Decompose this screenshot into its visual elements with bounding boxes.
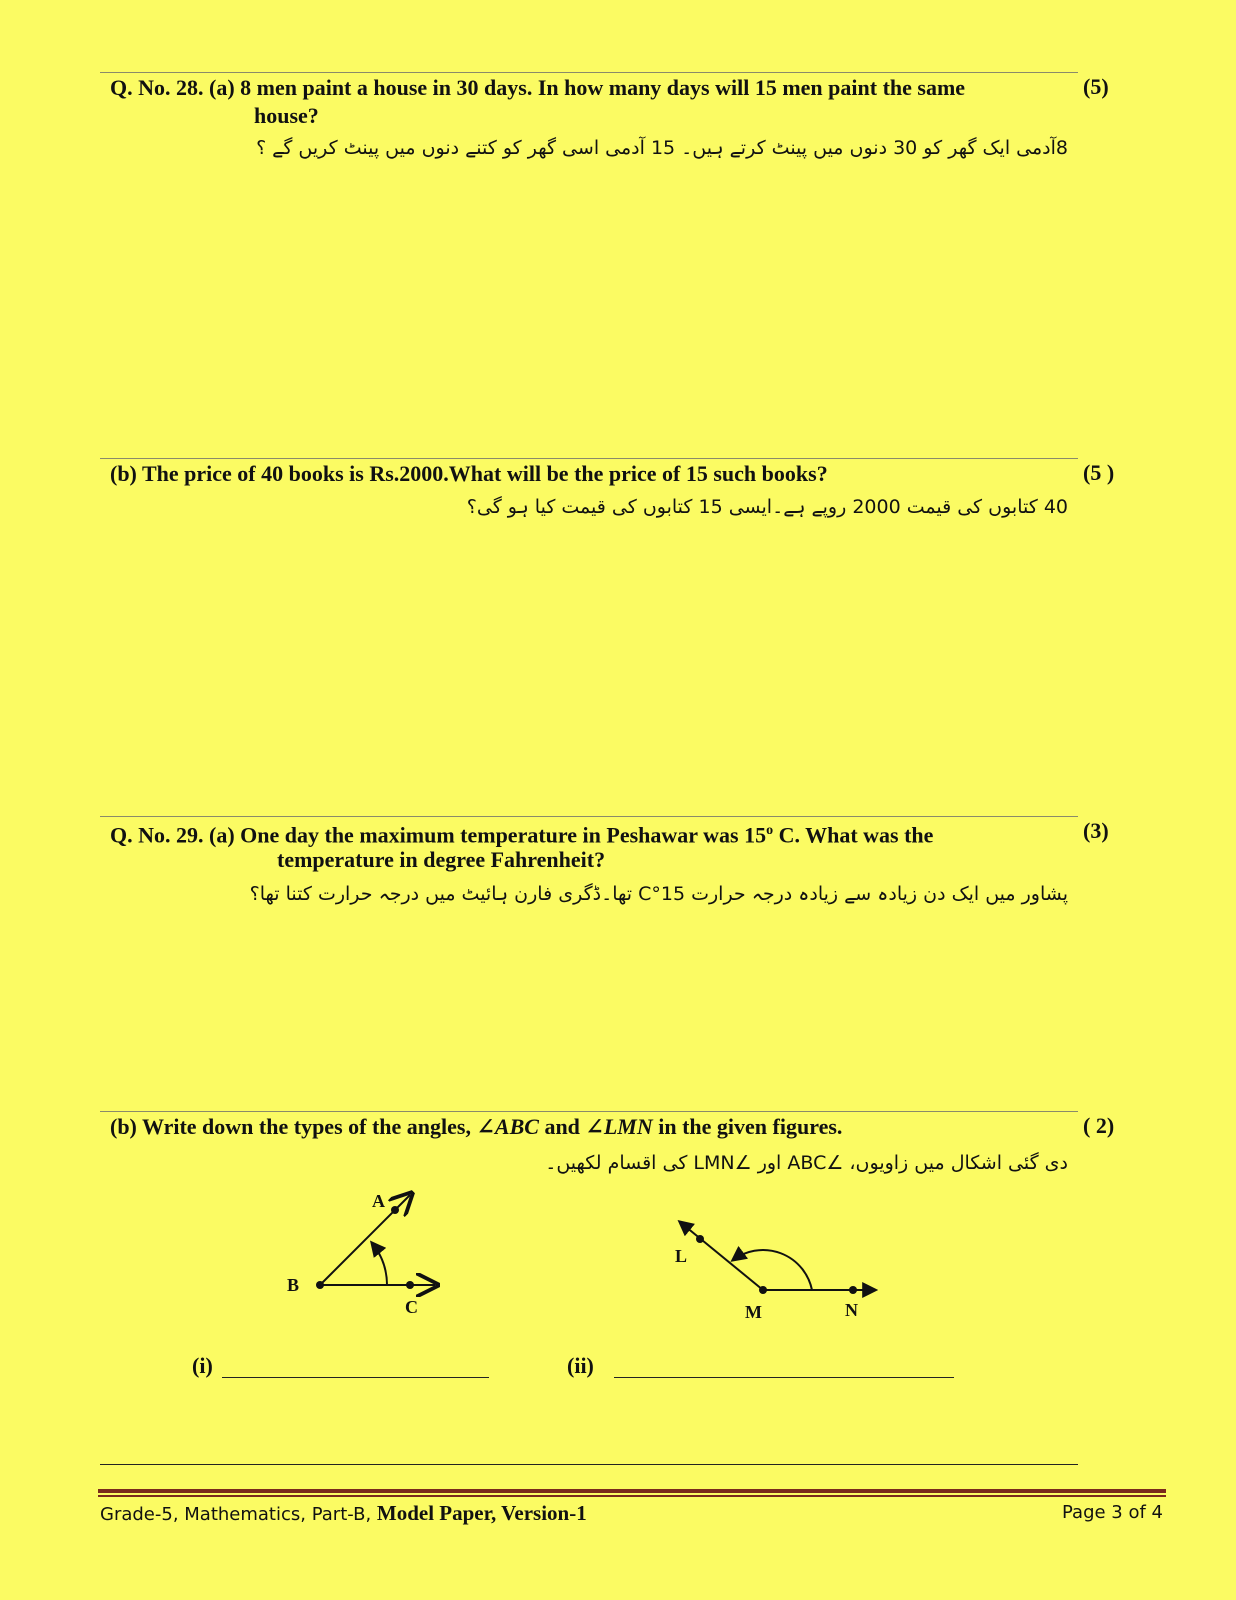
- label-l: L: [675, 1246, 688, 1266]
- q29b-text-pre: (b) Write down the types of the angles,: [110, 1114, 471, 1139]
- q28a-marks: (5): [1083, 74, 1109, 99]
- answer-ii-field[interactable]: [614, 1377, 954, 1378]
- q29b-text-and: and: [538, 1114, 586, 1139]
- q28a-question-line1: Q. No. 28. (a) 8 men paint a house in 30 days. In how many days will 15 men paint the same: [110, 75, 966, 100]
- footer-page-number: Page 3 of 4: [1062, 1502, 1163, 1523]
- figure-angle-abc: [300, 1185, 470, 1325]
- point-n: [849, 1286, 857, 1294]
- footer-version: Model Paper, Version-1: [376, 1501, 587, 1525]
- q29a-urdu-text: پشاور میں ایک دن زیادہ سے زیادہ درجہ حرارت 15°C تھا۔ڈگری فارن ہائیٹ میں درجہ حرارت کتنا تھا؟: [249, 883, 1068, 905]
- q28b-urdu-text: 40 کتابوں کی قیمت 2000 روپے ہے۔ایسی 15 کتابوں کی قیمت کیا ہو گی؟: [466, 496, 1068, 518]
- footer-grade-subject: Grade-5, Mathematics, Part-B,: [100, 1504, 377, 1525]
- q29a-question-line2: temperature in degree Fahrenheit?: [277, 847, 606, 872]
- label-b: B: [287, 1275, 300, 1295]
- separator-rule: [100, 1464, 1078, 1465]
- separator-rule: [100, 1111, 1078, 1112]
- answer-i-field[interactable]: [222, 1377, 489, 1378]
- point-l: [696, 1235, 704, 1243]
- q28a-question-line2: house?: [254, 103, 319, 128]
- q29a-question-line1: [110, 817, 933, 849]
- q29a-marks: (3): [1083, 818, 1109, 843]
- label-n: N: [845, 1300, 858, 1320]
- q29b-marks: ( 2): [1083, 1113, 1115, 1138]
- ray-ml: [680, 1222, 763, 1290]
- footer-left: [100, 1501, 587, 1526]
- label-a: A: [372, 1191, 385, 1211]
- q28a-urdu-text: 8آدمی ایک گھر کو 30 دنوں میں پینٹ کرتے ہیں۔ 15 آدمی اسی گھر کو کتنے دنوں میں پینٹ کریں گے ؟: [256, 137, 1068, 159]
- point-a: [391, 1206, 399, 1214]
- angle-abc-label: ∠ABC: [476, 1114, 539, 1139]
- angle-lmn-label: ∠LMN: [585, 1114, 653, 1139]
- label-m: M: [745, 1302, 762, 1322]
- q29b-urdu-text: دی گئی اشکال میں زاویوں، ∠ABC اور ∠LMN کی اقسام لکھیں۔: [545, 1152, 1068, 1174]
- label-c: C: [405, 1297, 418, 1317]
- q28b-marks: (5 ): [1083, 460, 1115, 485]
- q29a-text-post: C. What was the: [773, 822, 934, 848]
- footer-rule: [98, 1489, 1166, 1493]
- point-m: [759, 1286, 767, 1294]
- separator-rule: [100, 72, 1078, 73]
- q28b-question: (b) The price of 40 books is Rs.2000.What will be the price of 15 such books?: [110, 461, 828, 486]
- separator-rule: [100, 458, 1078, 459]
- q29b-text-post: in the given figures.: [652, 1114, 843, 1139]
- degree-symbol: o: [766, 823, 774, 838]
- angle-arc: [372, 1243, 387, 1285]
- answer-i-label: (i): [192, 1353, 213, 1378]
- point-b: [316, 1281, 324, 1289]
- angle-arc-obtuse: [733, 1250, 812, 1290]
- answer-ii-label: (ii): [567, 1353, 594, 1378]
- q29a-text-pre: Q. No. 29. (a) One day the maximum temperature in Peshawar was 15: [110, 822, 767, 848]
- point-c: [406, 1281, 414, 1289]
- footer-rule-thin: [98, 1495, 1166, 1497]
- q29b-question: [110, 1113, 842, 1141]
